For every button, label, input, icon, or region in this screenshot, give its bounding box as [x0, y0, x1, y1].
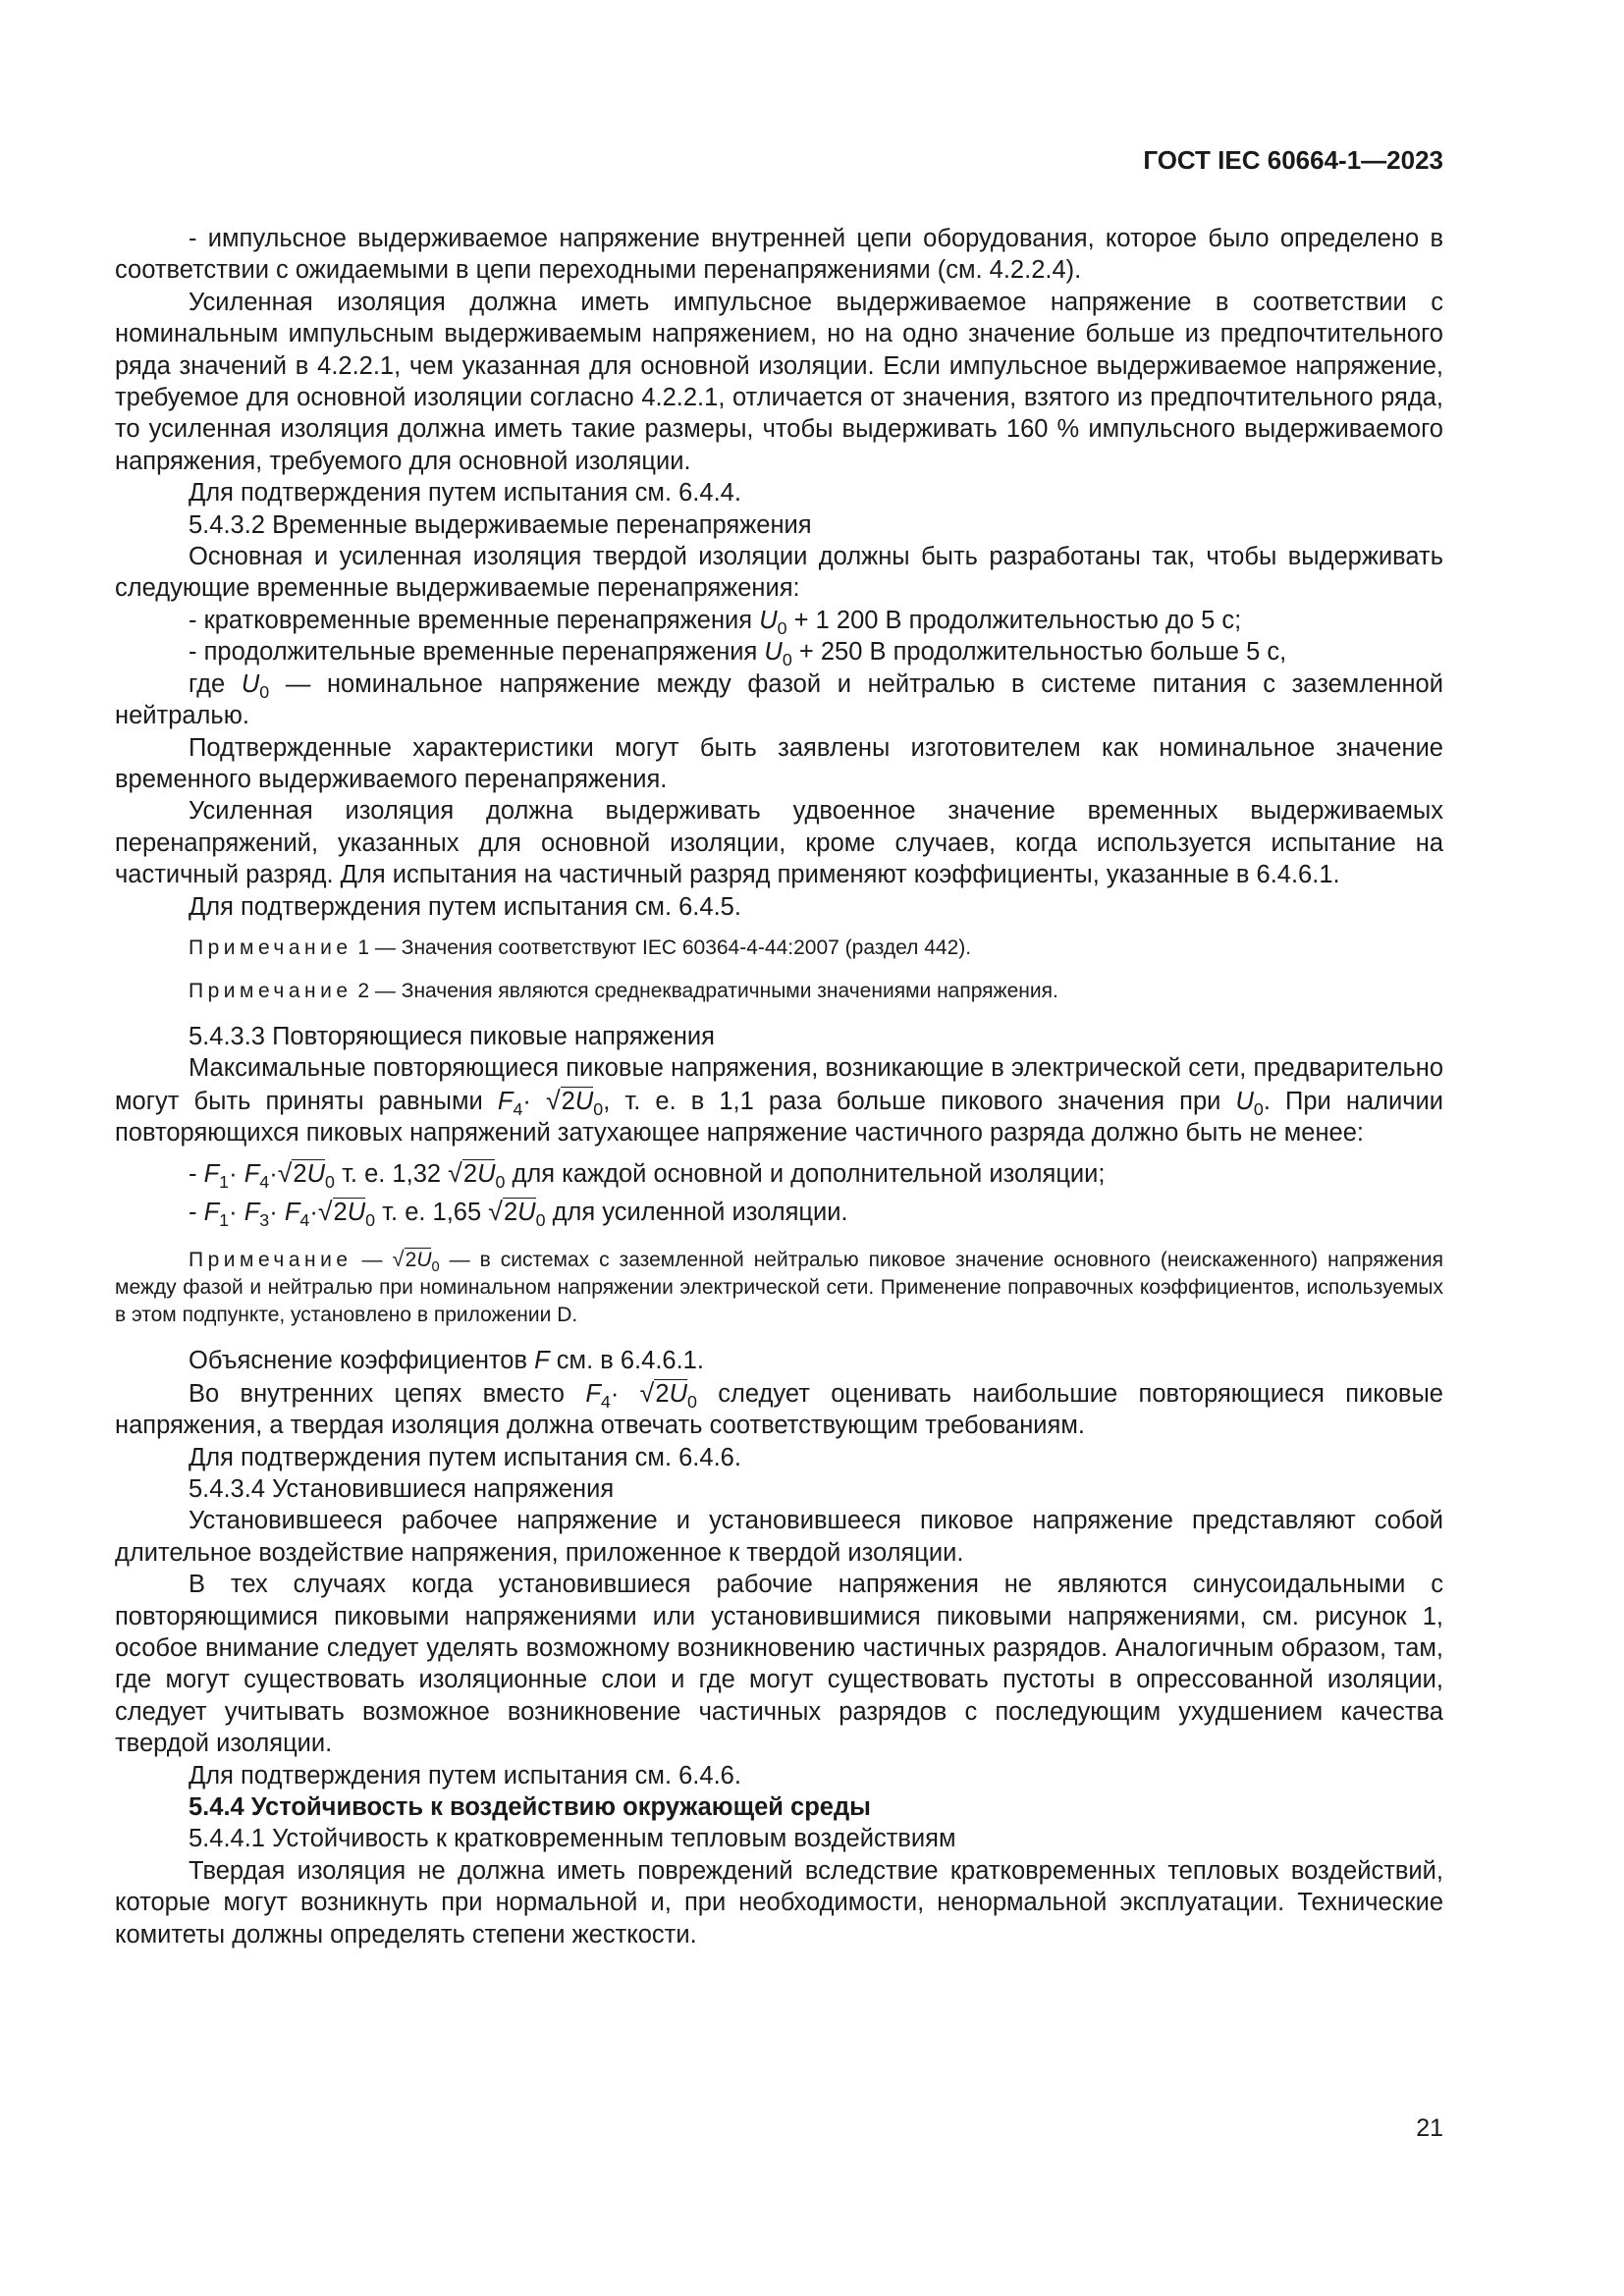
paragraph: Для подтверждения путем испытания см. 6.4.5. [189, 892, 741, 921]
paragraph: Максимальные повторяющиеся пиковые напряжения, возникающие в электрической сети, предварительно могут быть приняты равными $F_4\cdot √2U_0$, т. е. в 1,1 раза больше пикового значения при $U_0$. При наличии повторяющихся пиковых напряжений затухающее напряжение частичного разряда должно быть не менее: [115, 1054, 1444, 1148]
paragraph: Установившееся рабочее напряжение и установившееся пиковое напряжение представляют собой длительное воздействие напряжения, приложенное к твердой изоляции. [115, 1507, 1443, 1567]
note: Примечание — $√2U_0$ — в системах с заземленной нейтралью пиковое значение основного (неискаженного) напряжения между фазой и нейтралью при номинальном напряжении электрической сети. Применение поправочных коэффициентов, используемых в этом подпункте, установлено в приложении D. [115, 1247, 1443, 1327]
document-body [115, 223, 1443, 1950]
paragraph: Твердая изоляция не должна иметь повреждений вследствие кратковременных тепловых воздействий, которые могут возникнуть при нормальной и, при необходимости, ненормальной эксплуатации. Технические комитеты должны определять степени жесткости. [115, 1856, 1443, 1949]
paragraph: Объяснение коэффициентов F см. в 6.4.6.1. [189, 1347, 704, 1375]
formula-item: - $F_1\cdot F_4\cdot√2U_0$ т. е. 1,32 $√2U_0$ для каждой основной и дополнительной изоляции; [189, 1157, 1106, 1192]
list-item: - кратковременные временные перенапряжения $U_0 + 1$ 200 В продолжительностью до 5 с; [189, 606, 1242, 639]
section-heading: 5.4.3.3 Повторяющиеся пиковые напряжения [189, 1022, 715, 1050]
paragraph: Во внутренних цепях вместо $F_4\cdot √2U_0$ следует оценивать наибольшие повторяющиеся пиковые напряжения, а твердая изоляция должна отвечать соответствующим требованиям. [115, 1377, 1443, 1440]
section-heading: 5.4.4 Устойчивость к воздействию окружающей среды [189, 1793, 871, 1822]
paragraph: Для подтверждения путем испытания см. 6.4.6. [189, 1443, 741, 1471]
list-item: - продолжительные временные перенапряжения $U_0 + 250$ В продолжительностью больше 5 с, [189, 638, 1287, 670]
paragraph: где $U_0$ — номинальное напряжение между фазой и нейтралью в системе питания с заземленной нейтралью. [115, 669, 1443, 730]
paragraph: Подтвержденные характеристики могут быть заявлены изготовителем как номинальное значение временного выдерживаемого перенапряжения. [115, 733, 1443, 793]
paragraph: - импульсное выдерживаемое напряжение внутренней цепи оборудования, которое было определено в соответствии с ожидаемыми в цепи переходными перенапряжениями (см. 4.2.2.4). [115, 225, 1443, 285]
note: Примечание 2 — Значения являются среднеквадратичными значениями напряжения. [189, 979, 1058, 1002]
formula-item: - $F_1\cdot F_3\cdot F_4\cdot√2U_0$ т. е. 1,65 $√2U_0$ для усиленной изоляции. [189, 1196, 848, 1231]
paragraph: Усиленная изоляция должна иметь импульсное выдерживаемое напряжение в соответствии с номинальным импульсным выдерживаемым напряжением, но на одно значение больше из предпочтительного ряда значений в 4.2.2.1, чем указанная для основной изоляции. Если импульсное выдерживаемое напряжение, требуемое для основной изоляции согласно 4.2.2.1, отличается от значения, взятого из предпочтительного ряда, то усиленная изоляция должна иметь такие размеры, чтобы выдерживать 160 % импульсного выдерживаемого напряжения, требуемого для основной изоляции. [115, 288, 1443, 475]
page-number: 21 [1416, 2114, 1443, 2142]
document-code: ГОСТ IEC 60664-1—2023 [1143, 145, 1443, 175]
paragraph: Основная и усиленная изоляция твердой изоляции должны быть разработаны так, чтобы выдерживать следующие временные выдерживаемые перенапряжения: [115, 543, 1443, 603]
paragraph: Для подтверждения путем испытания см. 6.4.6. [189, 1761, 741, 1789]
section-heading: 5.4.3.4 Установившиеся напряжения [189, 1475, 615, 1503]
section-heading: 5.4.3.2 Временные выдерживаемые перенапряжения [189, 510, 812, 539]
section-heading: 5.4.4.1 Устойчивость к кратковременным тепловым воздействиям [189, 1825, 956, 1853]
paragraph: Усиленная изоляция должна выдерживать удвоенное значение временных выдерживаемых перенапряжений, указанных для основной изоляции, кроме случаев, когда используется испытание на частичный разряд. Для испытания на частичный разряд применяют коэффициенты, указанные в 6.4.6.1. [115, 797, 1443, 889]
note: Примечание 1 — Значения соответствуют IEC 60364-4-44:2007 (раздел 442). [189, 935, 972, 959]
paragraph: Для подтверждения путем испытания см. 6.4.4. [189, 479, 741, 507]
paragraph: В тех случаях когда установившиеся рабочие напряжения не являются синусоидальными с повторяющимися пиковыми напряжениями или установившимися пиковыми напряжениями, см. рисунок 1, особое внимание следует уделять возможному возникновению частичных разрядов. Аналогичным образом, там, где могут существовать изоляционные слои и где могут существовать пустоты в опрессованной изоляции, следует учитывать возможное возникновение частичных разрядов с последующим ухудшением качества твердой изоляции. [115, 1571, 1443, 1758]
